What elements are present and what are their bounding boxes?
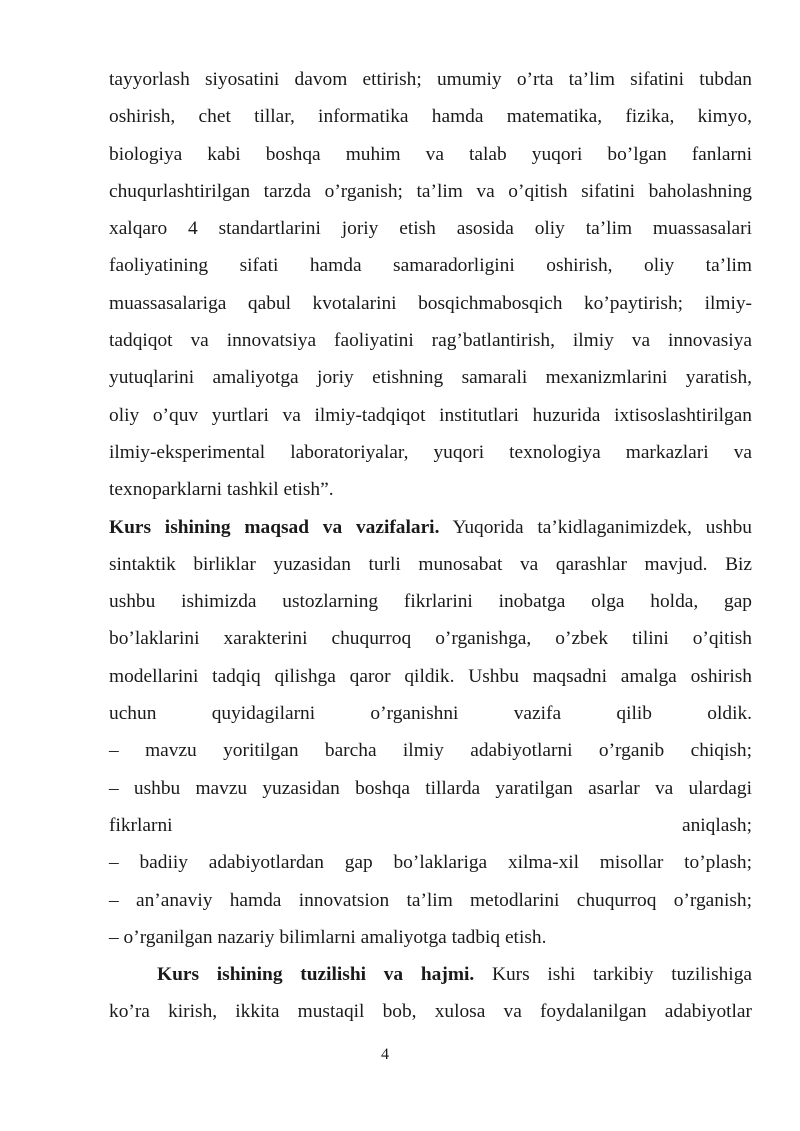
section-heading: Kurs ishining maqsad va vazifalari. xyxy=(109,516,440,538)
list-item: – o’rganilgan nazariy bilimlarni amaliyotga tadbiq etish. xyxy=(109,926,547,948)
body-text xyxy=(109,61,752,1031)
text-line: modellarini tadqiq qilishga qaror qildik. Ushbu maqsadni amalga oshirish xyxy=(109,665,752,687)
list-item: – ushbu mavzu yuzasidan boshqa tillarda yaratilgan asarlar va ulardagi xyxy=(109,777,752,799)
list-item: – badiiy adabiyotlardan gap bo’laklariga xilma-xil misollar to’plash; xyxy=(109,852,752,874)
text-line: oliy o’quv yurtlari va ilmiy-tadqiqot institutlari huzurida ixtisoslashtirilgan xyxy=(109,404,752,426)
text-line: yutuqlarini amaliyotga joriy etishning samarali mexanizmlarini yaratish, xyxy=(109,367,752,389)
text-line: chuqurlashtirilgan tarzda o’rganish; ta’lim va o’qitish sifatini baholashning xyxy=(109,180,752,202)
section-heading-line xyxy=(109,509,752,546)
list-item: fikrlarni aniqlash; xyxy=(109,814,752,836)
text-line: ko’ra kirish, ikkita mustaqil bob, xulosa va foydalanilgan adabiyotlar xyxy=(109,1001,752,1023)
text-line: ushbu ishimizda ustozlarning fikrlarini inobatga olga holda, gap xyxy=(109,591,752,613)
list-item: – mavzu yoritilgan barcha ilmiy adabiyotlarni o’rganib chiqish; xyxy=(109,740,752,762)
list-item: – an’anaviy hamda innovatsion ta’lim metodlarini chuqurroq o’rganish; xyxy=(109,889,752,911)
section-heading-line xyxy=(109,956,752,993)
text-line: biologiya kabi boshqa muhim va talab yuqori bo’lgan fanlarni xyxy=(109,143,752,165)
text-line: oshirish, chet tillar, informatika hamda matematika, fizika, kimyo, xyxy=(109,106,752,128)
text-line: bo’laklarini xarakterini chuqurroq o’rganishga, o’zbek tilini o’qitish xyxy=(109,628,752,650)
text-line: tayyorlash siyosatini davom ettirish; umumiy o’rta ta’lim sifatini tubdan xyxy=(109,69,752,90)
page-number: 4 xyxy=(381,1046,389,1063)
text-run: Kurs ishi tarkibiy tuzilishiga xyxy=(474,964,752,986)
text-line: muassasalariga qabul kvotalarini bosqichmabosqich ko’paytirish; ilmiy- xyxy=(109,292,752,314)
text-line: tadqiqot va innovatsiya faoliyatini rag’batlantirish, ilmiy va innovasiya xyxy=(109,330,752,352)
text-line: xalqaro 4 standartlarini joriy etish asosida oliy ta’lim muassasalari xyxy=(109,218,752,240)
text-line: texnoparklarni tashkil etish”. xyxy=(109,479,334,501)
text-run: Yuqorida ta’kidlaganimizdek, ushbu xyxy=(439,516,752,538)
section-heading: Kurs ishining tuzilishi va hajmi. xyxy=(157,964,475,986)
text-line: sintaktik birliklar yuzasidan turli munosabat va qarashlar mavjud. Biz xyxy=(109,553,752,575)
text-line: faoliyatining sifati hamda samaradorligini oshirish, oliy ta’lim xyxy=(109,255,752,277)
text-line: ilmiy-eksperimental laboratoriyalar, yuqori texnologiya markazlari va xyxy=(109,441,752,463)
text-line: uchun quyidagilarni o’rganishni vazifa qilib oldik. xyxy=(109,703,752,725)
